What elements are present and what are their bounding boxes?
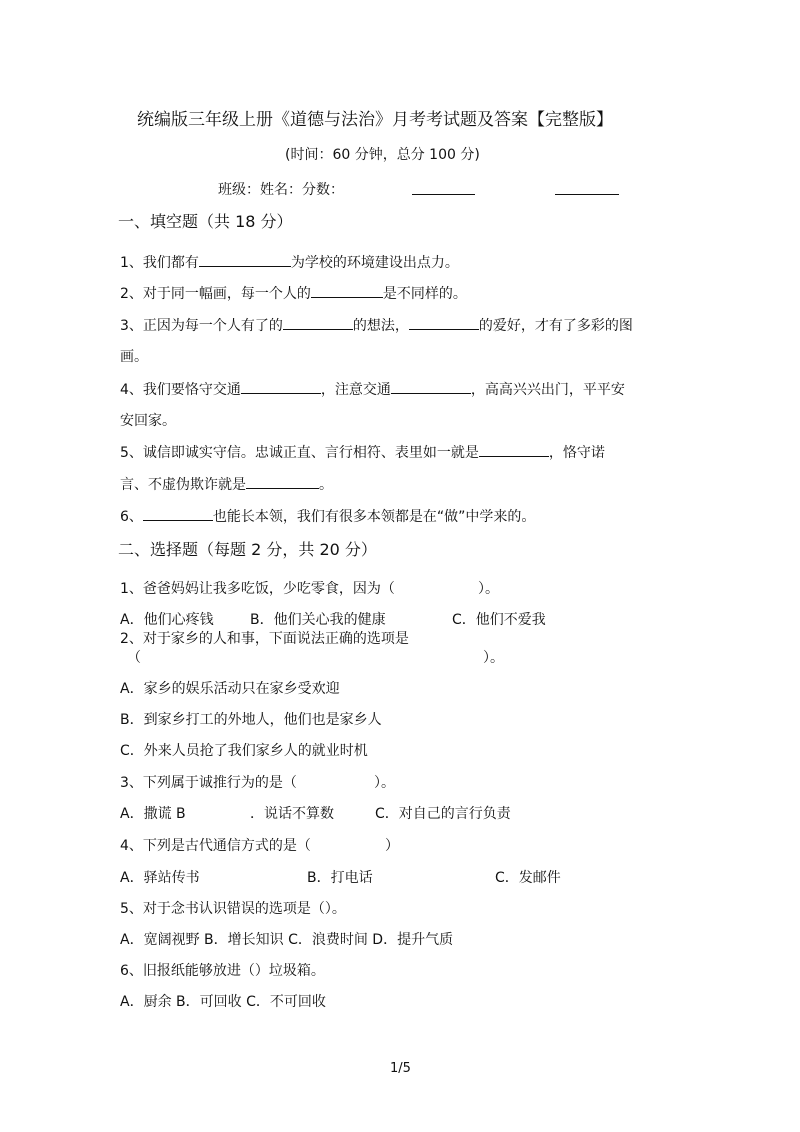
student-info-line <box>218 181 344 199</box>
answer-paren-close: ）。 <box>483 650 504 666</box>
page-title: 统编版三年级上册《道德与法治》月考考试题及答案【完整版】 <box>137 110 613 130</box>
fill-question-3-cont: 画。 <box>120 349 148 365</box>
answer-blank[interactable] <box>143 507 213 521</box>
choice-option-c[interactable]: C．他们不爱我 <box>452 612 546 628</box>
choice-question-2-stem: 2、对于家乡的人和事，下面说法正确的选项是 <box>120 631 409 647</box>
choice-option-b[interactable]: B．他们关心我的健康 <box>250 612 386 628</box>
question-text: 为学校的环境建设出点力。 <box>290 255 459 271</box>
choice-option-c[interactable]: C．发邮件 <box>495 870 561 886</box>
question-text: 1、我们都有 <box>120 255 199 271</box>
choice-question-1-stem: 1、爸爸妈妈让我多吃饭，少吃零食，因为（ <box>120 581 395 597</box>
choice-option-b[interactable]: B．打电话 <box>307 870 373 886</box>
question-text: ，注意交通 <box>320 382 391 398</box>
question-text: ，高高兴兴出门，平平安 <box>470 382 625 398</box>
choice-option-c[interactable]: C．对自己的言行负责 <box>375 806 511 822</box>
choice-question-4-stem: 4、下列是古代通信方式的是（ <box>120 838 311 854</box>
fill-question-2 <box>120 284 467 303</box>
question-text: 6、 <box>120 509 143 525</box>
section-heading-multiple-choice: 二、选择题（每题 2 分，共 20 分） <box>118 540 377 559</box>
answer-paren-open: （ <box>127 650 141 666</box>
choice-option-a[interactable]: A．家乡的娱乐活动只在家乡受欢迎 <box>120 681 340 697</box>
question-text: 是不同样的。 <box>382 286 467 302</box>
answer-blank[interactable] <box>241 380 321 394</box>
fill-question-5-cont <box>120 475 333 494</box>
question-text: 的爱好，才有了多彩的图 <box>478 318 633 334</box>
answer-blank[interactable] <box>246 475 319 489</box>
answer-blank[interactable] <box>391 380 471 394</box>
choice-question-5-stem: 5、对于念书认识错误的选项是（）。 <box>120 901 346 917</box>
choice-question-3-stem: 3、下列属于诚推行为的是（ <box>120 775 297 791</box>
question-text: ，恪守诺 <box>548 445 605 461</box>
student-info-label: 班级：姓名：分数： <box>218 182 344 198</box>
answer-blank[interactable] <box>199 253 291 267</box>
answer-blank[interactable] <box>283 316 353 330</box>
answer-paren-close: ）。 <box>478 581 499 597</box>
fill-question-6 <box>120 507 535 526</box>
fill-question-3 <box>120 316 633 335</box>
fill-question-5 <box>120 443 605 462</box>
class-name-blank[interactable] <box>412 181 475 195</box>
answer-paren-close: ） <box>385 838 399 854</box>
fill-question-4 <box>120 380 625 399</box>
question-text: 3、正因为每一个人有了的 <box>120 318 283 334</box>
exam-subtitle: (时间：60 分钟，总分 100 分) <box>285 147 480 163</box>
answer-blank[interactable] <box>409 316 479 330</box>
fill-question-1 <box>120 253 459 272</box>
choice-question-6-stem: 6、旧报纸能够放进（）垃圾箱。 <box>120 963 325 979</box>
score-blank[interactable] <box>555 181 619 195</box>
answer-blank[interactable] <box>311 284 383 298</box>
choice-options[interactable]: A．宽阔视野 B．增长知识 C．浪费时间 D．提升气质 <box>120 932 454 948</box>
question-text: 的想法， <box>352 318 409 334</box>
choice-options[interactable]: A．厨余 B．可回收 C．不可回收 <box>120 994 326 1010</box>
question-text: 4、我们要恪守交通 <box>120 382 241 398</box>
choice-option-a[interactable]: A．他们心疼钱 <box>120 612 214 628</box>
choice-option-b[interactable]: B．到家乡打工的外地人，他们也是家乡人 <box>120 712 382 728</box>
question-text: 言、不虚伪欺诈就是 <box>120 477 246 493</box>
question-text: 2、对于同一幅画，每一个人的 <box>120 286 311 302</box>
question-text: 5、诚信即诚实守信。忠诚正直、言行相符、表里如一就是 <box>120 445 479 461</box>
answer-blank[interactable] <box>479 443 549 457</box>
section-heading-fill-in: 一、填空题（共 18 分） <box>118 212 293 231</box>
choice-option-c[interactable]: C．外来人员抢了我们家乡人的就业时机 <box>120 743 368 759</box>
answer-paren-close: ）。 <box>374 775 395 791</box>
question-text: 也能长本领，我们有很多本领都是在“做”中学来的。 <box>212 509 536 525</box>
choice-option-a[interactable]: A．撒谎 B <box>120 806 186 822</box>
question-text: 。 <box>319 477 333 493</box>
choice-option-a[interactable]: A．驿站传书 <box>120 870 200 886</box>
choice-option-b[interactable]: ．说话不算数 <box>250 806 334 822</box>
fill-question-4-cont: 安回家。 <box>120 413 176 429</box>
page-number: 1/5 <box>390 1061 411 1076</box>
